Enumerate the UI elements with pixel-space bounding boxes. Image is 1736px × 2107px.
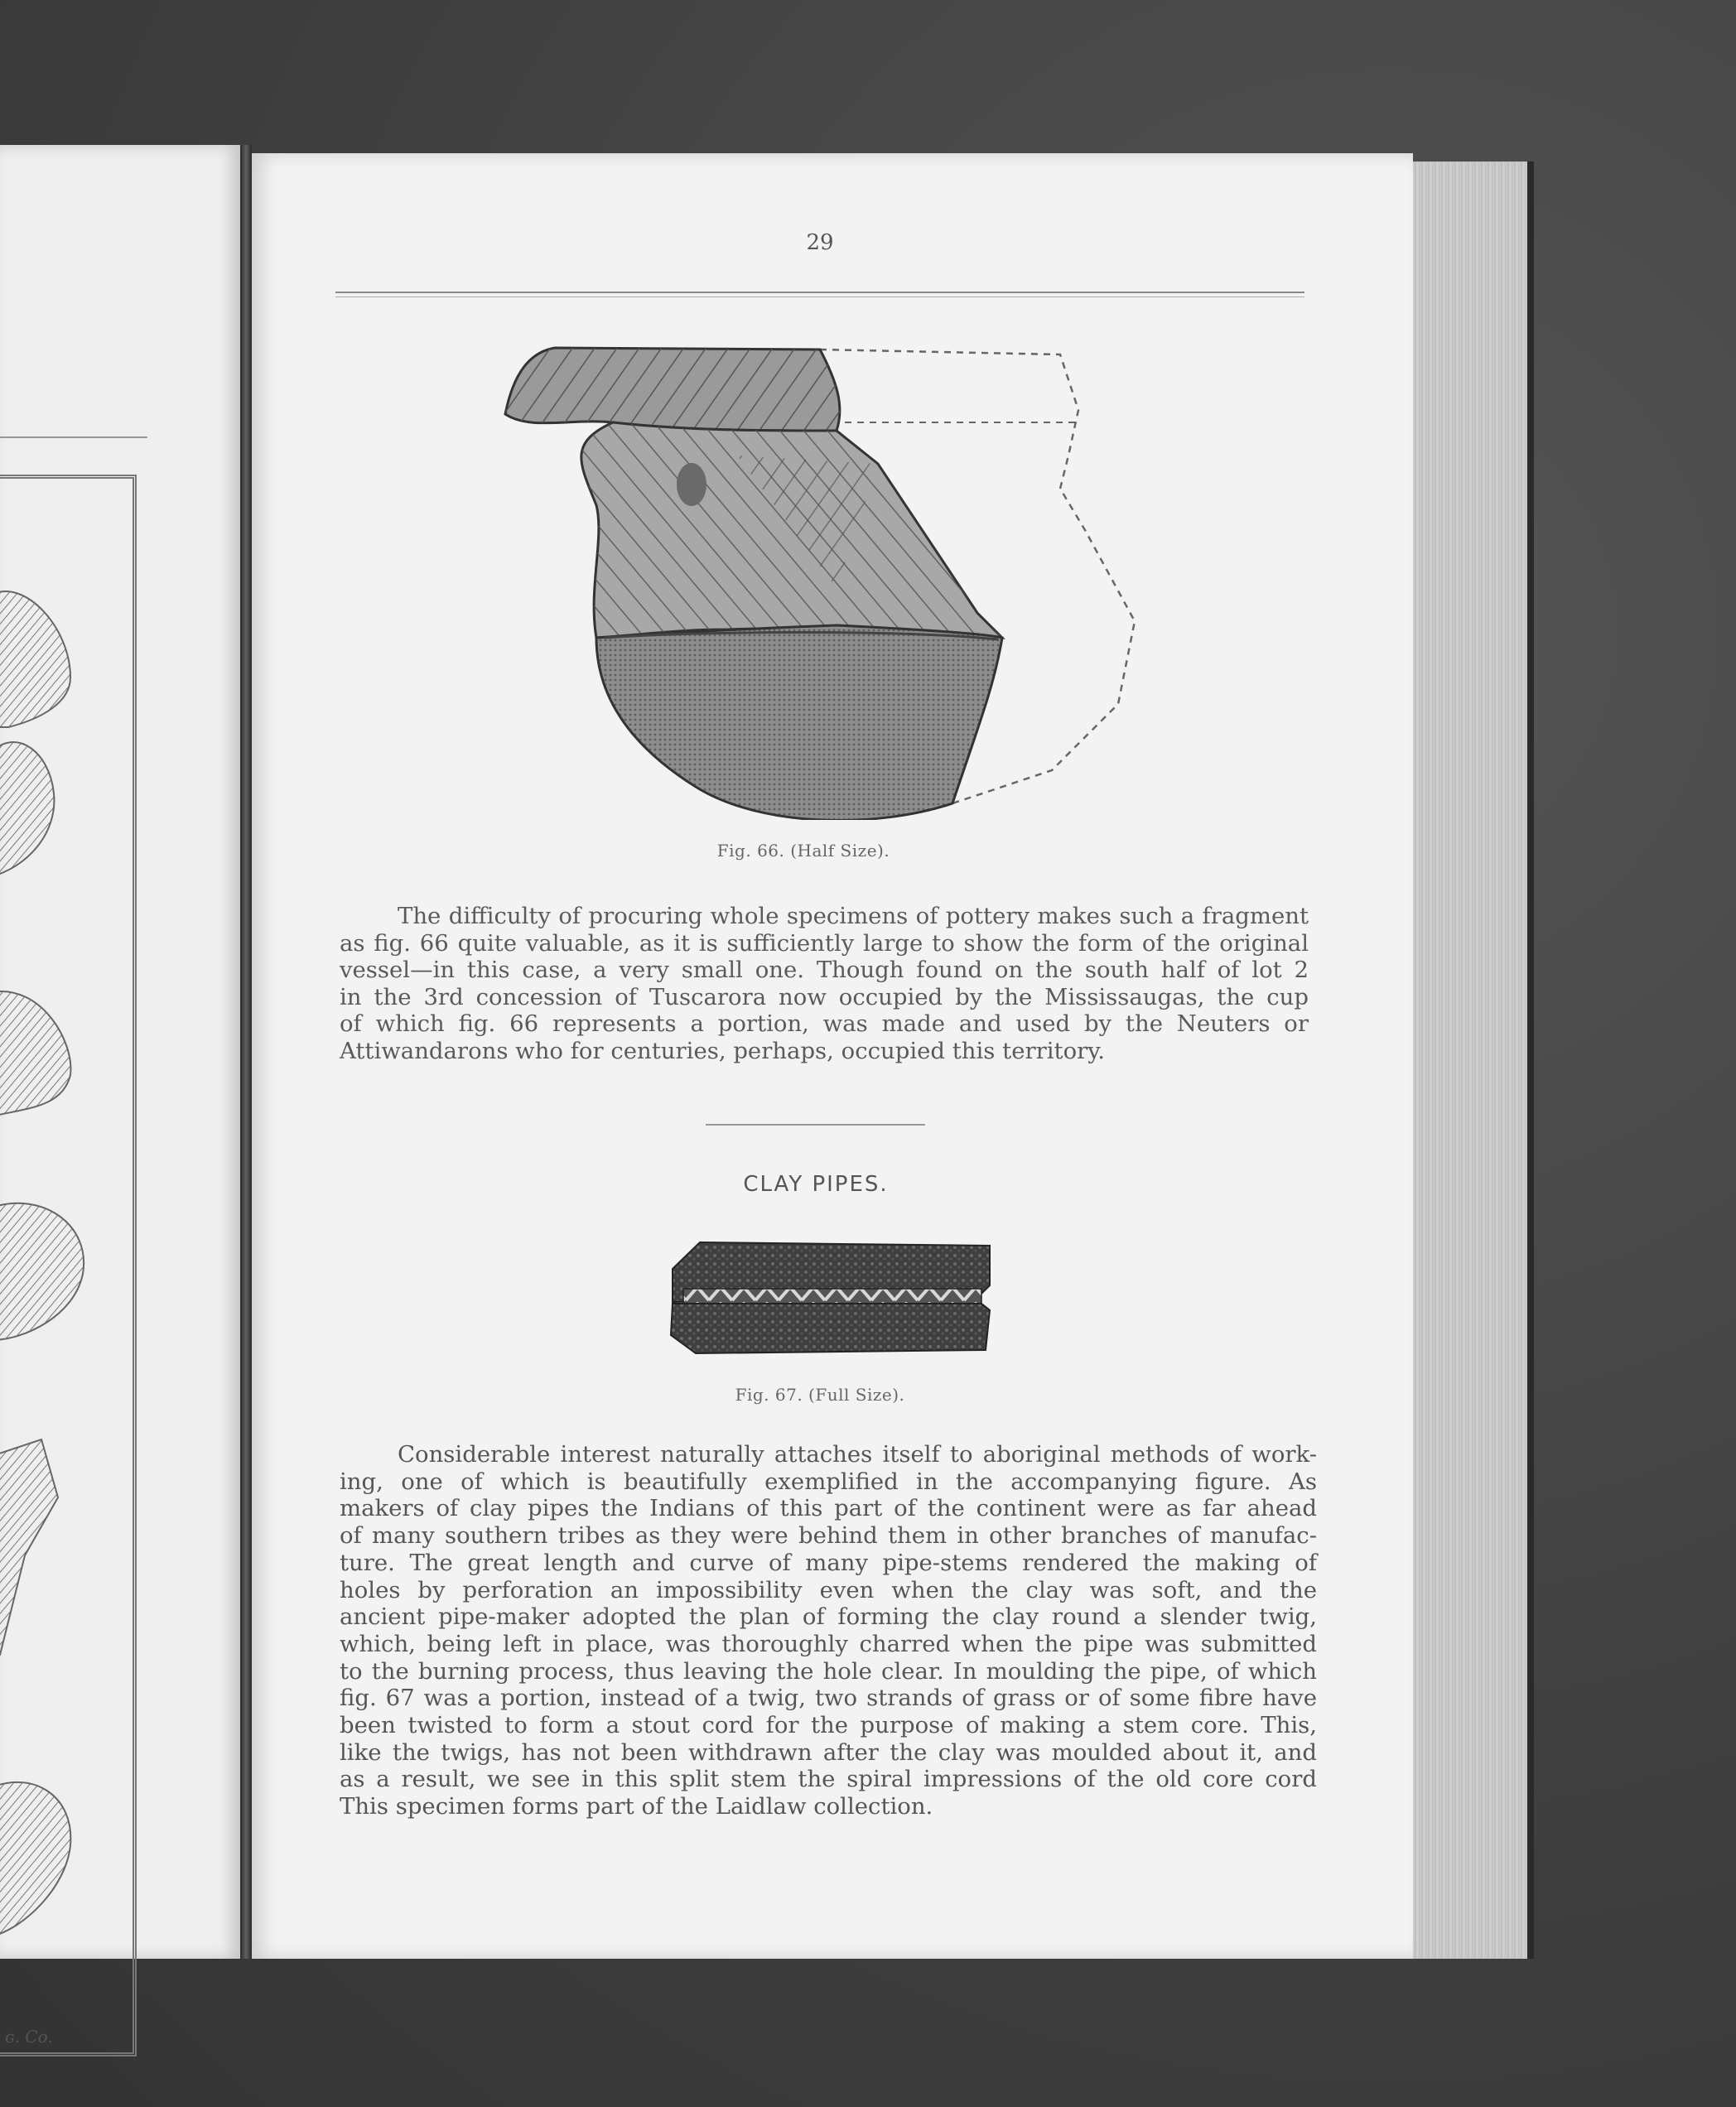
- text-line: as fig. 66 quite valuable, as it is sufficiently large to show the form of the original: [340, 929, 1309, 957]
- text-line: in the 3rd concession of Tuscarora now occupied by the Mississaugas, the cup: [340, 983, 1309, 1010]
- text-line: fig. 67 was a portion, instead of a twig, two strands of grass or of some fibre have: [340, 1685, 1317, 1712]
- text-line: of many southern tribes as they were behind them in other branches of manufac-: [340, 1522, 1317, 1550]
- header-rule: [335, 292, 1304, 293]
- text-line: Considerable interest naturally attaches itself to aboriginal methods of work-: [398, 1441, 1317, 1468]
- left-page-caption: ɢ. Co.: [5, 2027, 53, 2047]
- text-line: to the burning process, thus leaving the hole clear. In moulding the pipe, of which: [340, 1657, 1317, 1685]
- section-title: CLAY PIPES.: [743, 1172, 889, 1197]
- text-line: been twisted to form a stout cord for the purpose of making a stem core. This,: [340, 1712, 1317, 1739]
- text-line: as a result, we see in this split stem the spiral impressions of the old core cord: [340, 1766, 1317, 1793]
- section-divider: [706, 1124, 925, 1126]
- left-page-header-rule: [0, 436, 147, 438]
- text-line: This specimen forms part of the Laidlaw collection.: [340, 1793, 933, 1820]
- left-page-plate-frame: [0, 475, 137, 2056]
- text-line: which, being left in place, was thoroughly charred when the pipe was submitted: [340, 1630, 1317, 1657]
- paragraph-pottery: [340, 903, 1309, 1064]
- text-line: The difficulty of procuring whole specimens of pottery makes such a fragment: [398, 903, 1309, 929]
- figure-67-clay-pipe-stem: [663, 1236, 994, 1360]
- text-line: ing, one of which is beautifully exemplified in the accompanying figure. As: [340, 1468, 1317, 1495]
- left-page: [0, 145, 240, 2047]
- text-line: makers of clay pipes the Indians of this part of the continent were as far ahead: [340, 1495, 1317, 1522]
- text-line: ture. The great length and curve of many pipe-stems rendered the making of: [340, 1549, 1317, 1576]
- figure-66-pottery-fragment: [489, 340, 1151, 820]
- text-line: ancient pipe-maker adopted the plan of forming the clay round a slender twig,: [340, 1603, 1317, 1631]
- page-number: 29: [806, 230, 834, 255]
- text-line: like the twigs, has not been withdrawn after the clay was moulded about it, and: [340, 1738, 1317, 1766]
- book-gutter: [240, 145, 252, 1959]
- left-page-fragment-illustrations: [0, 479, 133, 2052]
- figure-67-caption: Fig. 67. (Full Size).: [735, 1385, 905, 1405]
- paragraph-clay-pipes: [340, 1441, 1317, 1820]
- text-line: holes by perforation an impossibility even when the clay was soft, and the: [340, 1576, 1317, 1603]
- text-line: of which fig. 66 represents a portion, was made and used by the Neuters or: [340, 1010, 1309, 1037]
- book-fore-edge: [1413, 162, 1534, 1959]
- text-line: vessel—in this case, a very small one. Though found on the south half of lot 2: [340, 957, 1309, 983]
- figure-66-caption: Fig. 66. (Half Size).: [716, 841, 890, 861]
- text-line: Attiwandarons who for centuries, perhaps, occupied this territory.: [340, 1037, 1105, 1064]
